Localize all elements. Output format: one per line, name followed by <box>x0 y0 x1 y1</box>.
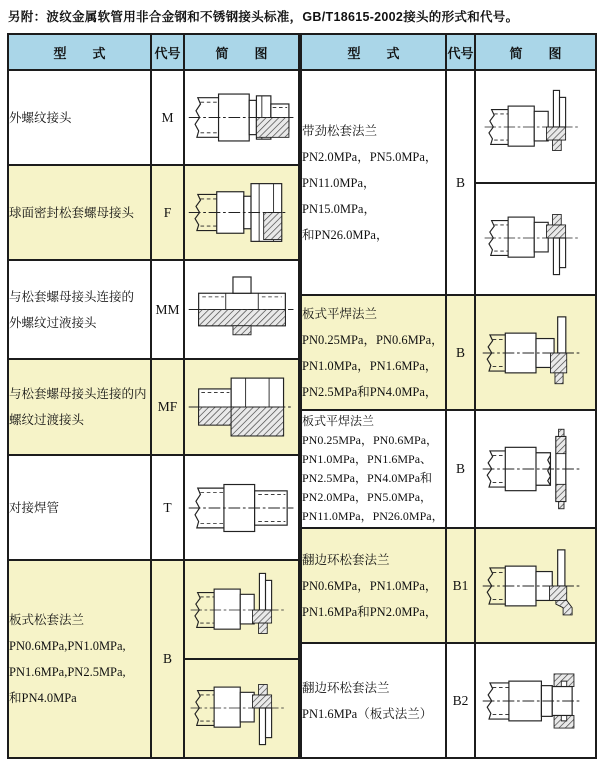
type-text-line: 带劲松套法兰 <box>302 123 378 138</box>
type-text-line: PN1.0MPa，PN1.6MPa、 <box>302 452 433 466</box>
type-text-line: 板式平焊法兰 <box>302 306 378 321</box>
fitting-table-right <box>300 33 597 759</box>
type-text-line: PN1.0MPa，PN1.6MPa， <box>302 358 438 373</box>
code-cell: B <box>151 560 184 758</box>
type-text-line: PN1.6MPa（板式法兰） <box>302 706 433 721</box>
diagram-cell <box>475 528 596 643</box>
table-row <box>8 260 299 359</box>
diagram-male-thread-fitting <box>186 76 298 159</box>
type-text-line: 外螺纹过液接头 <box>9 315 97 330</box>
diagram-cell <box>184 260 299 359</box>
code-cell: T <box>151 455 184 560</box>
table-row <box>8 359 299 455</box>
type-text-line: 与松套螺母接头连接的内 <box>9 387 147 401</box>
type-text-line: PN0.6MPa，PN1.0MPa， <box>302 578 438 593</box>
type-cell <box>301 70 446 295</box>
type-cell <box>301 410 446 528</box>
table-row <box>8 165 299 260</box>
type-text-line: 与松套螺母接头连接的 <box>9 289 135 304</box>
type-cell <box>301 295 446 410</box>
type-text-line: 和PN4.0MPa <box>9 691 77 705</box>
tables-container <box>7 33 593 759</box>
type-text-line: 翻边环松套法兰 <box>302 680 390 695</box>
col-header-code: 代号 <box>446 34 475 70</box>
type-text-line: PN2.0MPa，PN5.0MPa， <box>302 490 433 504</box>
type-cell <box>8 70 151 165</box>
type-text-line: PN0.25MPa，PN0.6MPa， <box>302 433 439 447</box>
diagram-cell <box>475 410 596 528</box>
type-text-line: PN2.5MPa，PN4.0MPa和 <box>302 471 433 485</box>
type-cell <box>8 560 151 758</box>
diagram-plate-weld-flange <box>480 307 592 399</box>
header-row <box>301 34 596 70</box>
table-row <box>8 70 299 165</box>
table-row <box>8 560 299 758</box>
diagram-neck-lap-flange-down <box>482 196 590 280</box>
col-header-type: 型 式 <box>301 34 446 70</box>
table-row <box>301 70 596 295</box>
table-row <box>8 455 299 560</box>
type-text-line: 对接焊管 <box>9 500 60 515</box>
table-header <box>301 34 596 70</box>
code-cell: B1 <box>446 528 475 643</box>
col-header-code: 代号 <box>151 34 184 70</box>
diagram-flared-ring-plate-flange <box>480 655 592 747</box>
diagram-neck-lap-flange-up <box>482 85 590 169</box>
type-text-line: PN2.5MPa和PN4.0MPa， <box>302 384 438 399</box>
table-row <box>301 295 596 410</box>
diagram-cell <box>475 643 596 758</box>
type-text-line: PN1.6MPa,PN2.5MPa, <box>9 665 126 679</box>
diagram-cell <box>475 70 596 295</box>
diagram-subcell <box>185 562 298 658</box>
type-text-line: PN1.6MPa和PN2.0MPa， <box>302 604 438 619</box>
table-row <box>301 410 596 528</box>
diagram-subcell <box>476 72 595 182</box>
code-cell: MF <box>151 359 184 455</box>
page-title: 另附：波纹金属软管用非合金钢和不锈钢接头标准，GB/T18615-2002接头的形式和代号。 <box>8 10 519 24</box>
table-header <box>8 34 299 70</box>
type-text-line: 外螺纹接头 <box>9 110 72 125</box>
type-text-line: 球面密封松套螺母接头 <box>9 205 135 220</box>
type-text-line: PN0.25MPa，PN0.6MPa， <box>302 332 444 347</box>
diagram-cell <box>184 359 299 455</box>
diagram-cell <box>184 165 299 260</box>
col-header-diagram: 简 图 <box>184 34 299 70</box>
diagram-subcell <box>476 182 595 294</box>
table-body <box>301 70 596 758</box>
code-cell: B <box>446 70 475 295</box>
type-text-line: PN2.0MPa，PN5.0MPa， <box>302 149 438 164</box>
header-row <box>8 34 299 70</box>
code-cell: B <box>446 295 475 410</box>
diagram-cell <box>184 560 299 758</box>
type-text-line: 翻边环松套法兰 <box>302 552 390 567</box>
col-header-diagram: 简 图 <box>475 34 596 70</box>
diagram-subcell <box>185 658 298 756</box>
type-text-line: 和PN26.0MPa， <box>302 227 389 242</box>
code-cell: F <box>151 165 184 260</box>
diagram-butt-weld-pipe <box>186 462 298 554</box>
code-cell: B <box>446 410 475 528</box>
type-cell <box>8 260 151 359</box>
diagram-spherical-union-nut-fitting <box>186 171 298 254</box>
table-body <box>8 70 299 758</box>
diagram-cell <box>475 295 596 410</box>
code-cell: M <box>151 70 184 165</box>
type-text-line: PN11.0MPa，PN26.0MPa， <box>302 509 444 523</box>
diagram-cell <box>184 70 299 165</box>
diagram-plate-weld-flange-sym <box>480 423 592 515</box>
diagram-male-male-adapter <box>186 266 298 353</box>
type-cell <box>8 455 151 560</box>
type-cell <box>8 359 151 455</box>
table-row <box>301 643 596 758</box>
diagram-plate-lap-flange-down <box>188 666 296 750</box>
type-cell <box>8 165 151 260</box>
diagram-cell <box>184 455 299 560</box>
type-text-line: PN11.0MPa，PN15.0MPa， <box>302 175 376 216</box>
code-cell: MM <box>151 260 184 359</box>
col-header-type: 型 式 <box>8 34 151 70</box>
type-cell <box>301 528 446 643</box>
type-text-line: 螺纹过渡接头 <box>9 413 85 427</box>
code-cell: B2 <box>446 643 475 758</box>
table-row <box>301 528 596 643</box>
diagram-male-female-adapter <box>186 365 298 449</box>
type-cell <box>301 643 446 758</box>
diagram-flared-ring-lap-flange <box>480 540 592 632</box>
type-text-line: 板式平焊法兰 <box>302 414 375 428</box>
type-text-line: PN0.6MPa,PN1.0MPa, <box>9 639 126 653</box>
fitting-table-left <box>7 33 300 759</box>
diagram-plate-lap-flange-up <box>188 568 296 652</box>
type-text-line: 板式松套法兰 <box>9 613 85 627</box>
